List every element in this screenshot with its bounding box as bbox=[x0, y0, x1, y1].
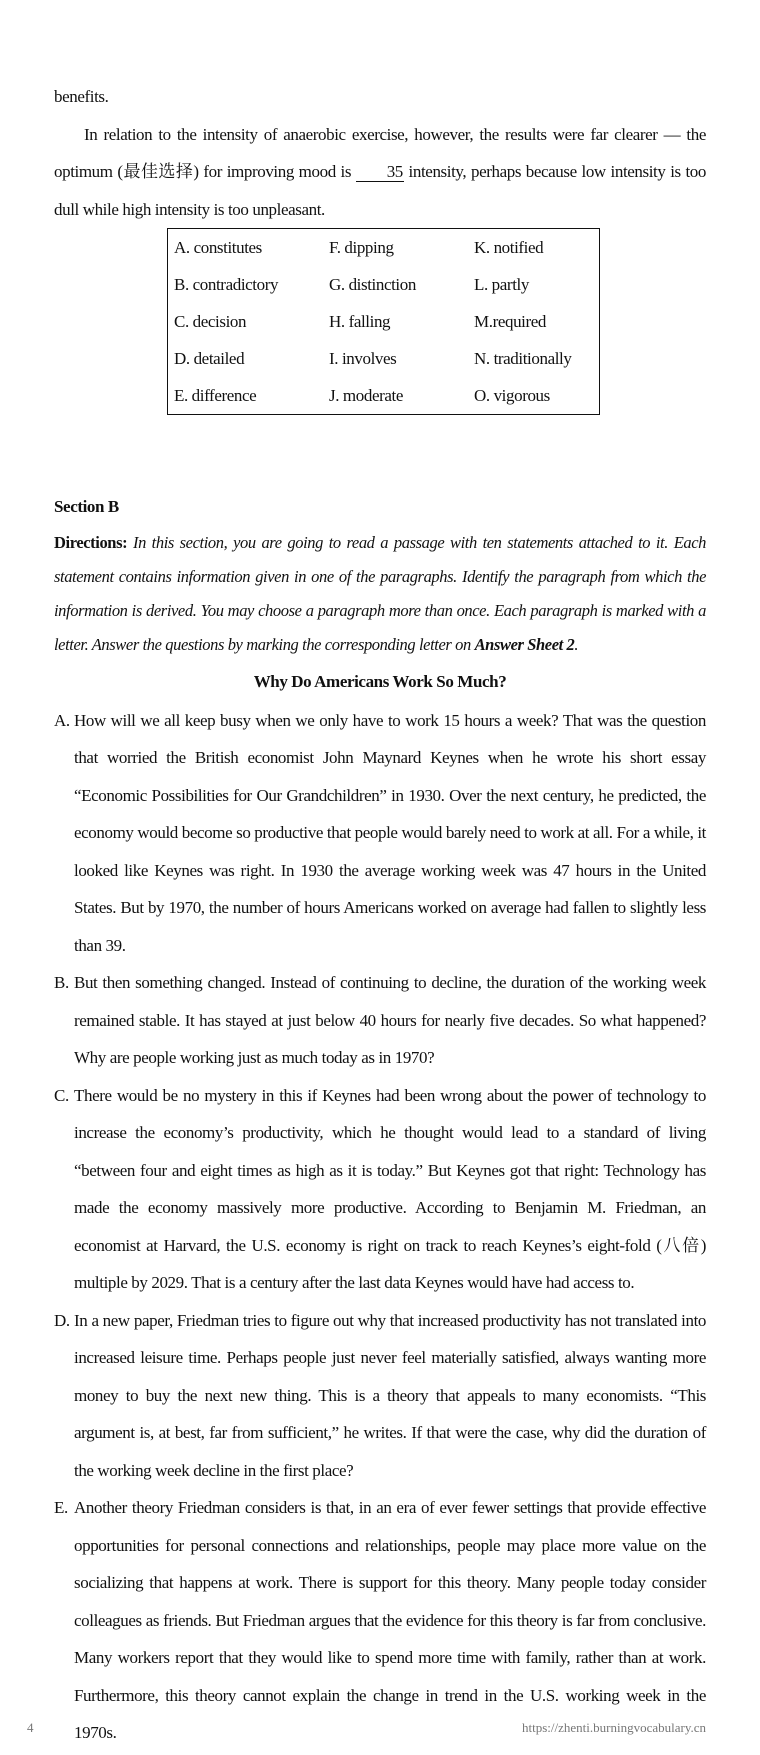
word-option: J. moderate bbox=[329, 386, 403, 405]
intensity-paragraph bbox=[54, 116, 706, 229]
word-bank bbox=[167, 228, 600, 415]
word-option: B. contradictory bbox=[174, 275, 279, 294]
word-bank-row bbox=[174, 377, 599, 414]
word-bank-row bbox=[174, 229, 599, 266]
paragraph-letter: D. bbox=[54, 1310, 70, 1330]
paragraph-text: How will we all keep busy when we only have to work 15 hours a week? That was the question that worried the British economist John Maynard Keynes when he wrote his short essay “Economic Possibilities for Our Grandchildren” in 1930. Over the next century, he predicted, the economy would become so productive that people would barely need to work at all. For a while, it looked like Keynes was right. In 1930 the average working week was 47 hours in the United States. But by 1970, the number of hours Americans worked on average had fallen to slightly less than 39. bbox=[74, 710, 706, 955]
paragraph-b bbox=[54, 964, 706, 1077]
paragraph-d bbox=[54, 1302, 706, 1490]
paragraph-text-after: intensity, perhaps because low intensity is too dull while high intensity is too unpleasant. bbox=[54, 162, 706, 219]
word-bank-row bbox=[174, 340, 599, 377]
word-option: G. distinction bbox=[329, 275, 416, 294]
page-number: 4 bbox=[27, 1720, 34, 1735]
word-option: D. detailed bbox=[174, 349, 245, 368]
word-option: N. traditionally bbox=[474, 349, 572, 368]
directions-text: In this section, you are going to read a passage with ten statements attached to it. Each statement contains information given in one of the paragraphs. Identify the paragraph from which the information is derived. You may choose a paragraph more than once. Each paragraph is marked with a letter. Answer the questions by marking the corresponding letter on bbox=[54, 532, 706, 654]
word-option: K. notified bbox=[474, 238, 544, 257]
source-url: https://zhenti.burningvocabulary.cn bbox=[522, 1720, 706, 1735]
word-bank-row bbox=[174, 303, 599, 340]
section-heading: Section B bbox=[54, 497, 119, 516]
paragraph-text: There would be no mystery in this if Keynes had been wrong about the power of technology to increase the economy’s productivity, which he thought would lead to a standard of living “between four and eight times as high as it is today.” But Keynes got that right: Technology has made the economy massively more productive. According to Benjamin M. Friedman, an economist at Harvard, the U.S. economy is right on track to reach Keynes’s eight-fold (八倍) multiple by 2029. That is a century after the last data Keynes would have had access to. bbox=[74, 1085, 706, 1292]
paragraph-text: Another theory Friedman considers is that, in an era of ever fewer settings that provide effective opportunities for personal connections and relationships, people may place more value on the socializing that happens at work. There is support for this theory. Many people today consider colleagues as friends. But Friedman argues that the evidence for this theory is far from conclusive. Many workers report that they would like to spend more time with family, rather than at work. Furthermore, this theory cannot explain the change in trend in the U.S. working week in the 1970s. bbox=[74, 1498, 706, 1742]
word-option: O. vigorous bbox=[474, 386, 550, 405]
section-b bbox=[54, 488, 706, 1752]
directions bbox=[54, 526, 706, 662]
page-content bbox=[54, 78, 706, 1752]
word-option: L. partly bbox=[474, 275, 529, 294]
paragraph-text: In a new paper, Friedman tries to figure out why that increased productivity has not translated into increased leisure time. Perhaps people just never feel materially satisfied, always wanting more money to buy the next new thing. This is a theory that appeals to many economists. “This argument is, at best, far from sufficient,” he writes. If that were the case, why did the duration of the working week decline in the first place? bbox=[74, 1310, 706, 1480]
word-option: M.required bbox=[474, 312, 547, 331]
paragraph-letter: B. bbox=[54, 973, 69, 992]
word-option: H. falling bbox=[329, 312, 391, 331]
directions-label: Directions: bbox=[54, 532, 128, 552]
paragraph-c bbox=[54, 1077, 706, 1302]
paragraph-text: But then something changed. Instead of continuing to decline, the duration of the working week remained stable. It has stayed at just below 40 hours for nearly five decades. So what happened? Why are people working just as much today as in 1970? bbox=[74, 973, 706, 1067]
word-option: A. constitutes bbox=[174, 238, 262, 257]
paragraph-letter: E. bbox=[54, 1498, 68, 1517]
fragment-text: benefits. bbox=[54, 87, 109, 106]
word-option: E. difference bbox=[174, 386, 257, 405]
blank-35: 35 bbox=[356, 163, 404, 182]
word-option: I. involves bbox=[329, 349, 397, 368]
passage-title: Why Do Americans Work So Much? bbox=[253, 671, 507, 691]
paragraph-letter: A. bbox=[54, 710, 70, 730]
word-option: C. decision bbox=[174, 312, 247, 331]
answer-sheet-ref: Answer Sheet 2 bbox=[474, 634, 575, 654]
word-option: F. dipping bbox=[329, 238, 394, 257]
paragraph-e bbox=[54, 1489, 706, 1752]
paragraph-text-before: In relation to the intensity of anaerobic exercise, however, the results were far clearer — the optimum (最佳选择) for improving mood is bbox=[54, 124, 706, 181]
paragraph-a bbox=[54, 702, 706, 965]
word-bank-row bbox=[174, 266, 599, 303]
paragraph-letter: C. bbox=[54, 1085, 69, 1105]
directions-period: . bbox=[574, 634, 579, 654]
